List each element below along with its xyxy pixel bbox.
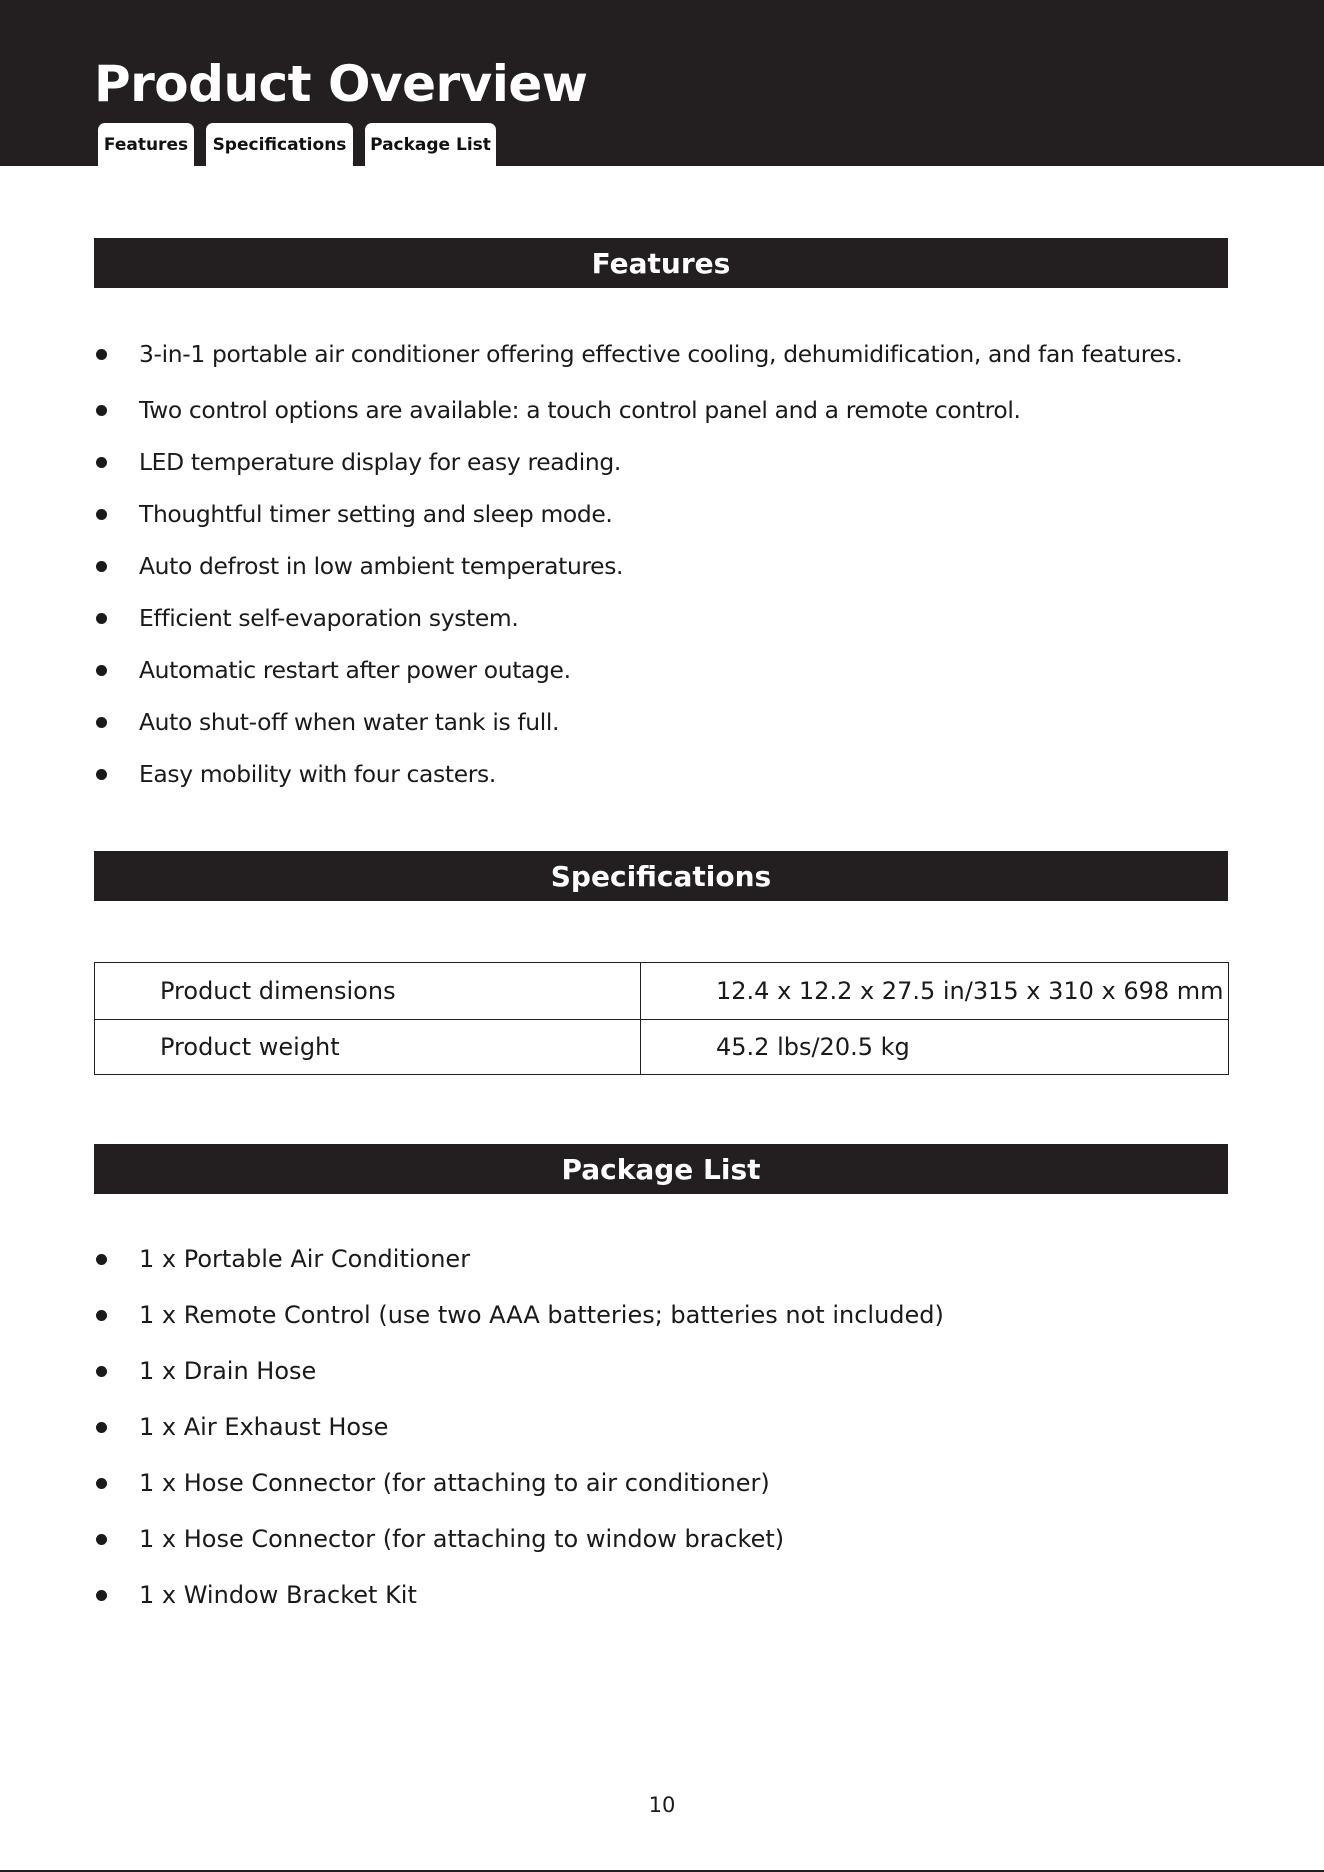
list-item-text: Auto shut-off when water tank is full. <box>139 708 560 736</box>
features-heading <box>94 238 1228 288</box>
list-item-text: Two control options are available: a touch control panel and a remote control. <box>139 396 1021 424</box>
list-item-text: 1 x Drain Hose <box>139 1357 317 1385</box>
bullet-dot-icon <box>96 769 107 780</box>
list-item-text: Auto defrost in low ambient temperatures. <box>139 552 624 580</box>
list-item-text: 1 x Portable Air Conditioner <box>139 1245 471 1273</box>
package-list-heading <box>94 1144 1228 1194</box>
bullet-dot-icon <box>96 561 107 572</box>
spec-label: Product weight <box>95 1020 641 1075</box>
list-item <box>94 1580 944 1610</box>
features-heading-label: Features <box>591 246 731 280</box>
list-item <box>94 759 1182 789</box>
package-list <box>94 1244 944 1636</box>
bullet-dot-icon <box>96 1254 107 1265</box>
list-item <box>94 655 1182 685</box>
specifications-heading <box>94 851 1228 901</box>
tab-package-list[interactable] <box>365 123 496 166</box>
page-number: 10 <box>648 1793 676 1817</box>
table-row <box>95 963 1229 1020</box>
list-item <box>94 339 1182 369</box>
list-item <box>94 551 1182 581</box>
list-item-text: 3-in-1 portable air conditioner offering effective cooling, dehumidification, and fan features. <box>139 340 1183 368</box>
list-item <box>94 1524 944 1554</box>
list-item-text: Efficient self-evaporation system. <box>139 604 519 632</box>
list-item-text: 1 x Remote Control (use two AAA batteries; batteries not included) <box>139 1301 944 1329</box>
page-header <box>0 0 1324 166</box>
list-item <box>94 1356 944 1386</box>
list-item-text: Thoughtful timer setting and sleep mode. <box>139 500 613 528</box>
bullet-dot-icon <box>96 1310 107 1321</box>
tab-specifications[interactable] <box>206 123 353 166</box>
tab-features[interactable] <box>98 123 194 166</box>
specifications-table <box>94 962 1229 1075</box>
spec-value: 12.4 x 12.2 x 27.5 in/315 x 310 x 698 mm <box>641 963 1229 1020</box>
page-title: Product Overview <box>94 55 588 113</box>
list-item <box>94 447 1182 477</box>
tab-label: Package List <box>370 134 491 155</box>
tab-label: Specifications <box>212 134 347 155</box>
bullet-dot-icon <box>96 349 107 360</box>
list-item-text: 1 x Hose Connector (for attaching to window bracket) <box>139 1525 785 1553</box>
bullet-dot-icon <box>96 457 107 468</box>
list-item <box>94 1412 944 1442</box>
bullet-dot-icon <box>96 1478 107 1489</box>
bullet-dot-icon <box>96 1534 107 1545</box>
list-item-text: Easy mobility with four casters. <box>139 760 496 788</box>
bullet-dot-icon <box>96 1422 107 1433</box>
package-list-heading-label: Package List <box>561 1152 761 1186</box>
list-item <box>94 1468 944 1498</box>
table-row <box>95 1020 1229 1075</box>
bullet-dot-icon <box>96 509 107 520</box>
list-item <box>94 395 1182 425</box>
bullet-dot-icon <box>96 1366 107 1377</box>
list-item <box>94 603 1182 633</box>
bullet-dot-icon <box>96 613 107 624</box>
spec-value: 45.2 lbs/20.5 kg <box>641 1020 1229 1075</box>
tab-label: Features <box>103 134 189 155</box>
list-item <box>94 499 1182 529</box>
features-list <box>94 339 1182 811</box>
bullet-dot-icon <box>96 405 107 416</box>
list-item-text: Automatic restart after power outage. <box>139 656 571 684</box>
list-item <box>94 1244 944 1274</box>
list-item <box>94 1300 944 1330</box>
spec-label: Product dimensions <box>95 963 641 1020</box>
list-item-text: 1 x Window Bracket Kit <box>139 1581 417 1609</box>
bullet-dot-icon <box>96 665 107 676</box>
list-item-text: LED temperature display for easy reading. <box>139 448 621 476</box>
bullet-dot-icon <box>96 717 107 728</box>
list-item-text: 1 x Air Exhaust Hose <box>139 1413 389 1441</box>
specifications-heading-label: Specifications <box>550 859 772 893</box>
list-item <box>94 707 1182 737</box>
bullet-dot-icon <box>96 1590 107 1601</box>
list-item-text: 1 x Hose Connector (for attaching to air conditioner) <box>139 1469 770 1497</box>
